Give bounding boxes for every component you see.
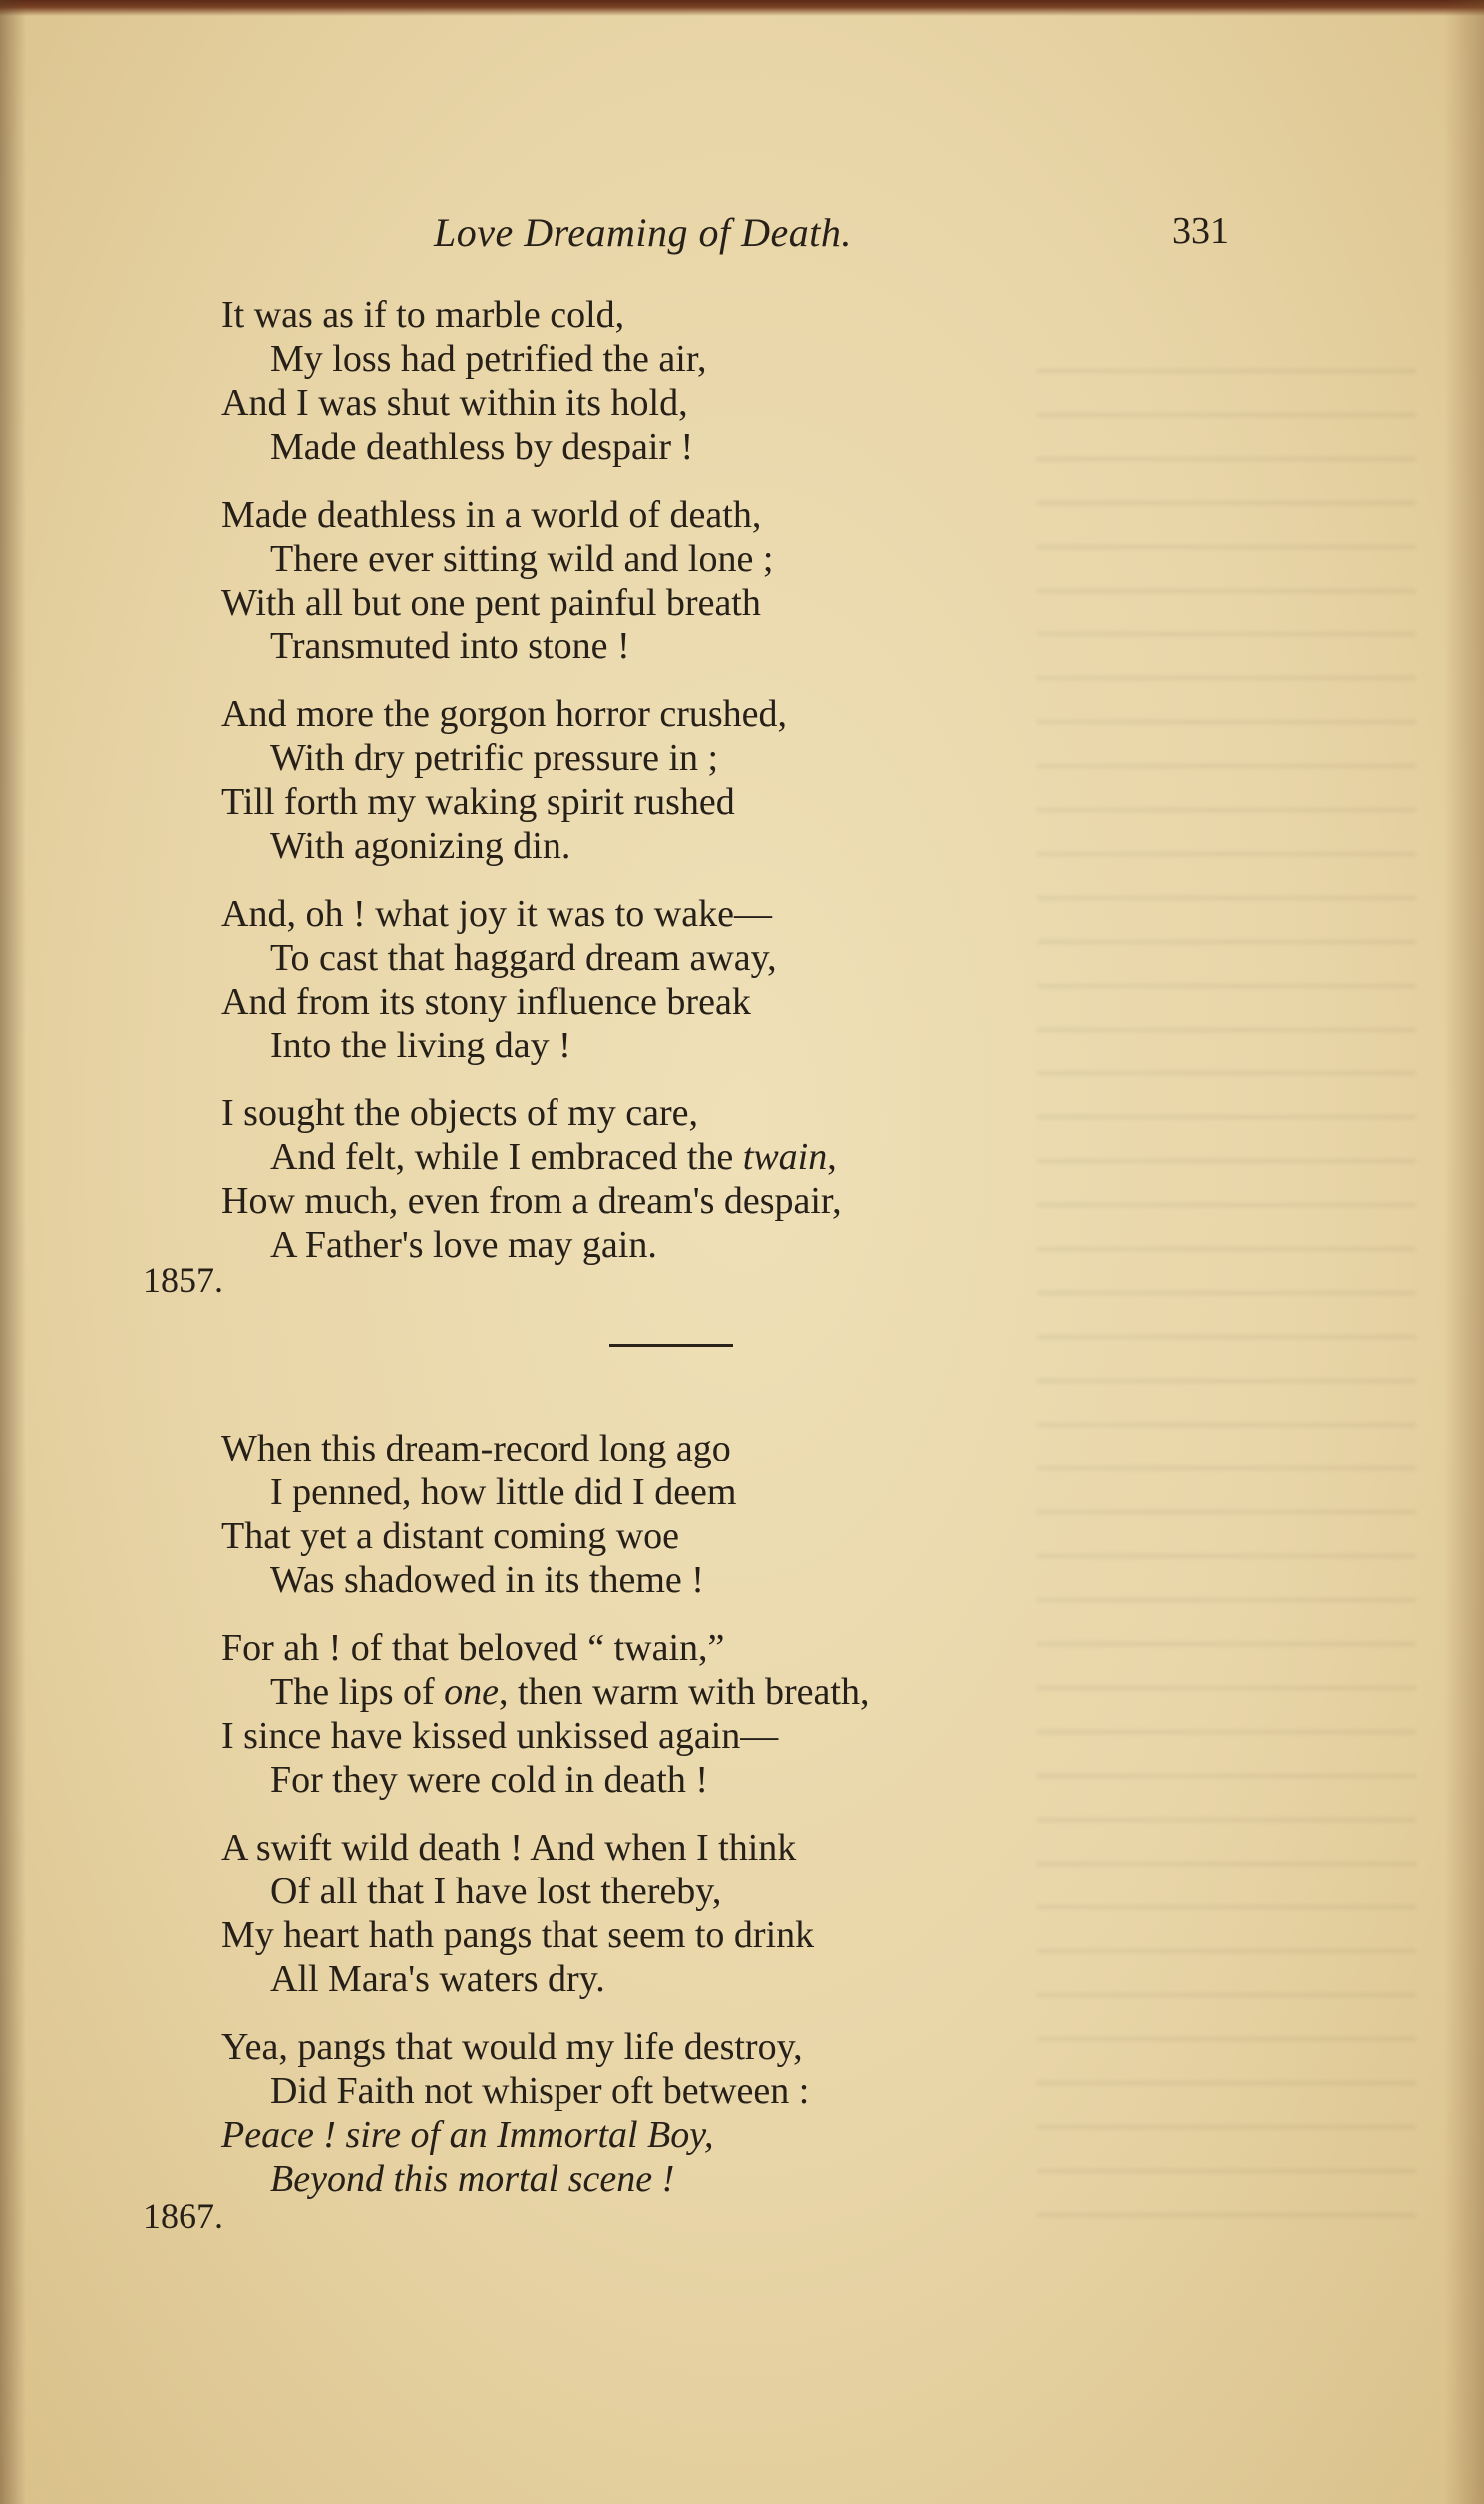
- poem-line: Transmuted into stone !: [270, 626, 630, 667]
- poem-line: Peace ! sire of an Immortal Boy,: [221, 2114, 714, 2156]
- stanza: [221, 1626, 1219, 1802]
- stanza: [221, 493, 1219, 668]
- poem-line: Yea, pangs that would my life destroy,: [221, 2026, 803, 2068]
- poem-line: Did Faith not whisper oft between :: [270, 2070, 810, 2112]
- poem-line: For they were cold in death !: [270, 1759, 708, 1801]
- poem-line: And from its stony influence break: [221, 981, 751, 1023]
- poem-line: With dry petrific pressure in ;: [270, 737, 719, 779]
- poem-line: I since have kissed unkissed again—: [221, 1715, 779, 1757]
- poem-line: To cast that haggard dream away,: [270, 937, 777, 979]
- italic-word: twain: [742, 1136, 828, 1178]
- stanza: [221, 692, 1219, 868]
- stanza: [221, 2025, 1219, 2201]
- poem-line: And more the gorgon horror crushed,: [221, 693, 788, 735]
- stanza: [221, 1427, 1219, 1602]
- poem-line: It was as if to marble cold,: [221, 294, 625, 336]
- italic-word: one: [444, 1671, 500, 1713]
- poem-line: With all but one pent painful breath: [221, 582, 761, 624]
- stanza: [221, 293, 1219, 469]
- line-text: And felt, while I embraced the: [270, 1136, 734, 1178]
- poem-line: Was shadowed in its theme !: [270, 1559, 704, 1601]
- poem-line: A swift wild death ! And when I think: [221, 1827, 797, 1869]
- poem-line: I sought the objects of my care,: [221, 1092, 699, 1134]
- poem-line: Beyond this mortal scene !: [270, 2158, 675, 2200]
- page-number: 331: [1172, 210, 1229, 252]
- poem-line: My loss had petrified the air,: [270, 338, 707, 380]
- page-top-edge: [0, 0, 1484, 16]
- poem-line: [221, 1135, 1219, 1179]
- poem-line: A Father's love may gain.: [270, 1224, 657, 1266]
- poem-line: [221, 1670, 1219, 1714]
- poem-line: When this dream-record long ago: [221, 1428, 731, 1469]
- poem-line: And, oh ! what joy it was to wake—: [221, 893, 772, 935]
- poem-line: How much, even from a dream's despair,: [221, 1180, 842, 1222]
- stanza: [221, 892, 1219, 1067]
- poem-line: All Mara's waters dry.: [270, 1958, 605, 2000]
- poem-line: Till forth my waking spirit rushed: [221, 781, 735, 823]
- poem-line: There ever sitting wild and lone ;: [270, 538, 774, 580]
- page-right-shadow: [1444, 0, 1484, 2504]
- line-text: , then warm with breath,: [499, 1671, 870, 1713]
- poem-line: Into the living day !: [270, 1025, 571, 1066]
- poem-1867: [221, 1427, 1219, 2225]
- poem-1857: [221, 293, 1219, 1291]
- line-text: The lips of: [270, 1671, 435, 1713]
- page-left-shadow: [0, 0, 26, 2504]
- stanza: [221, 1826, 1219, 2001]
- poem-line: Made deathless in a world of death,: [221, 494, 762, 536]
- poem-line: Of all that I have lost thereby,: [270, 1871, 722, 1912]
- poem-line: With agonizing din.: [270, 825, 571, 867]
- poem-line: For ah ! of that beloved “ twain,”: [221, 1627, 725, 1669]
- poem-date: 1857.: [143, 1260, 223, 1300]
- poem-line: Made deathless by despair !: [270, 426, 694, 468]
- poem-date: 1867.: [143, 2196, 223, 2236]
- poem-line: That yet a distant coming woe: [221, 1515, 680, 1557]
- stanza: [221, 1091, 1219, 1267]
- punctuation: ,: [827, 1136, 837, 1178]
- section-divider: [609, 1344, 733, 1347]
- running-title: Love Dreaming of Death.: [434, 210, 852, 255]
- poem-line: My heart hath pangs that seem to drink: [221, 1914, 815, 1956]
- poem-line: And I was shut within its hold,: [221, 382, 688, 424]
- poem-line: I penned, how little did I deem: [270, 1471, 737, 1513]
